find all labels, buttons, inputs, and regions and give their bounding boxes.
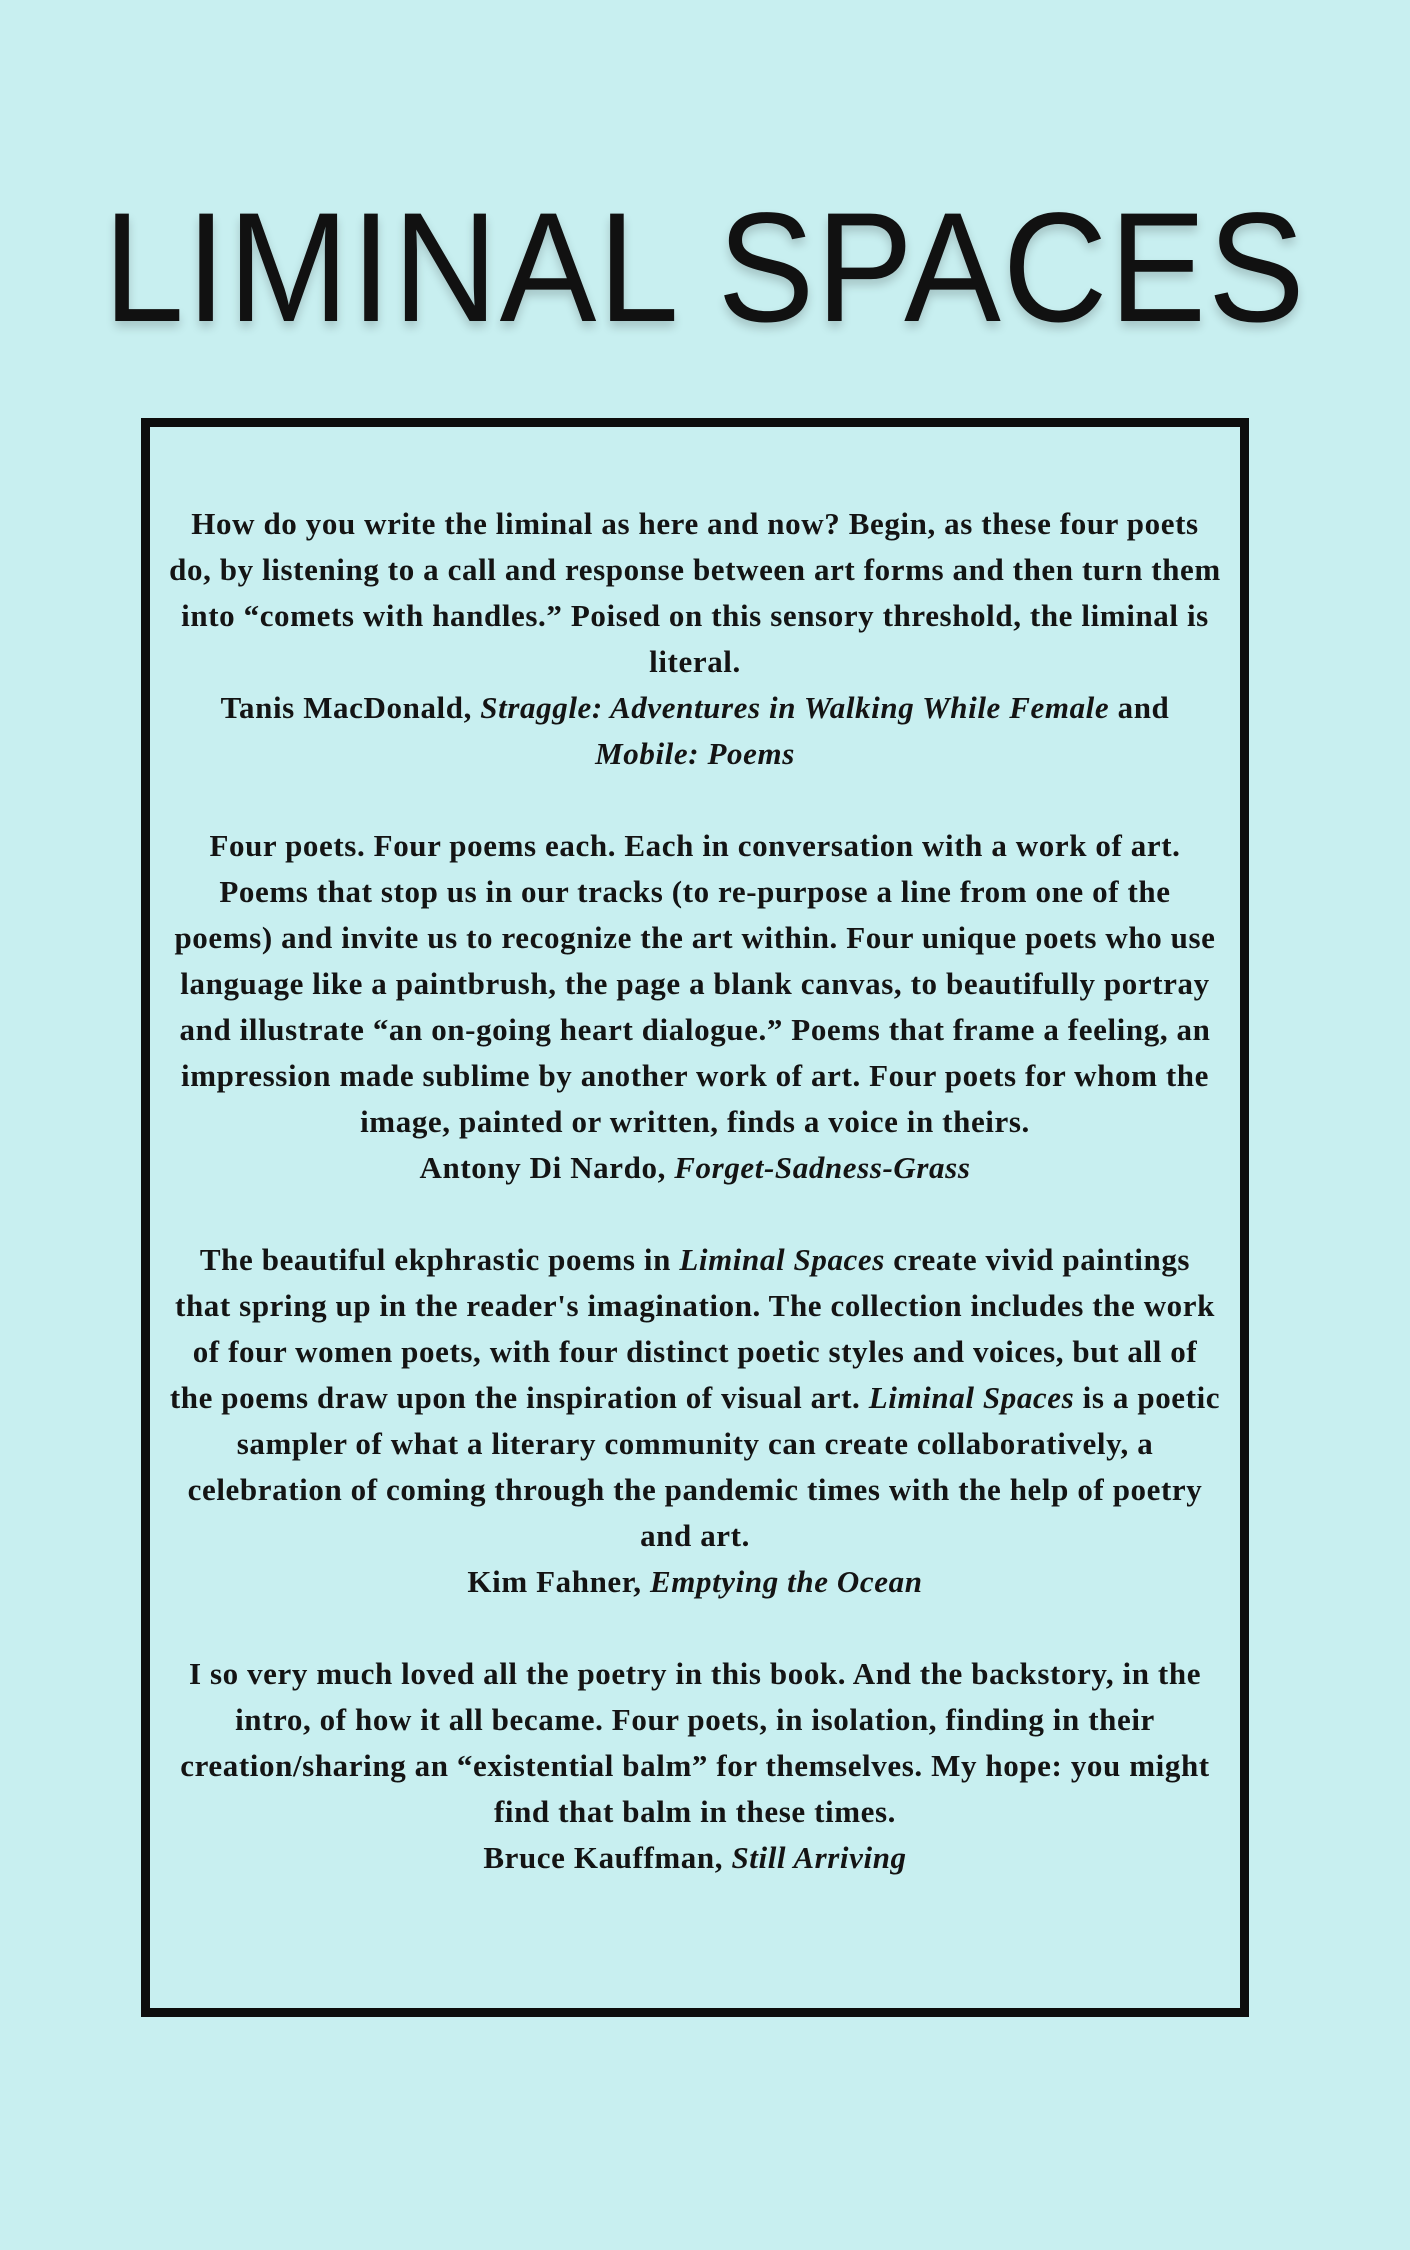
attribution-book-title: Straggle: Adventures in Walking While Female bbox=[480, 690, 1110, 725]
book-title: LIMINAL SPACES bbox=[103, 181, 1307, 355]
attribution-author: Tanis MacDonald, bbox=[220, 690, 481, 725]
blurb-text bbox=[168, 1237, 1222, 1559]
blurb-attribution bbox=[168, 1835, 1222, 1881]
book-title-reference: Liminal Spaces bbox=[868, 1380, 1075, 1415]
blurb-text bbox=[168, 823, 1222, 1145]
blurb-text-segment: The beautiful ekphrastic poems in bbox=[199, 1242, 680, 1277]
blurb-text-segment: is a poetic sampler of what a literary community can create collaboratively, a celebration of coming through the pandemic times with the help of poetry and art. bbox=[187, 1380, 1221, 1553]
blurb-text bbox=[168, 1651, 1222, 1835]
attribution-author: and bbox=[1109, 690, 1170, 725]
attribution-book-title: Emptying the Ocean bbox=[650, 1564, 923, 1599]
blurb-text-segment: I so very much loved all the poetry in this book. And the backstory, in the intro, of how it all became. Four poets, in isolation, finding in their creation/sharing an “existential balm” for themselves. My hope: you might find that balm in these times. bbox=[180, 1656, 1210, 1829]
blurb-text-segment: Four poets. Four poems each. Each in conversation with a work of art. Poems that stop us in our tracks (to re-purpose a line from one of the poems) and invite us to recognize the art within. Four unique poets who use language like a paintbrush, the page a blank canvas, to beautifully portray and illustrate “an on-going heart dialogue.” Poems that frame a feeling, an impression made sublime by another work of art. Four poets for whom the image, painted or written, finds a voice in theirs. bbox=[174, 828, 1216, 1139]
attribution-author: Bruce Kauffman, bbox=[483, 1840, 732, 1875]
blurb bbox=[168, 823, 1222, 1191]
blurb-text bbox=[168, 501, 1222, 685]
blurb-text-segment: How do you write the liminal as here and now? Begin, as these four poets do, by listening to a call and response between art forms and then turn them into “comets with handles.” Poised on this sensory threshold, the liminal is literal. bbox=[169, 506, 1221, 679]
attribution-book-title: Forget-Sadness-Grass bbox=[674, 1150, 971, 1185]
blurb-attribution bbox=[168, 685, 1222, 777]
blurb bbox=[168, 1651, 1222, 1881]
blurb-attribution bbox=[168, 1145, 1222, 1191]
attribution-book-title: Mobile: Poems bbox=[595, 736, 795, 771]
attribution-author: Antony Di Nardo, bbox=[419, 1150, 675, 1185]
attribution-book-title: Still Arriving bbox=[731, 1840, 907, 1875]
blurb-list bbox=[168, 501, 1222, 1927]
blurb bbox=[168, 501, 1222, 777]
attribution-author: Kim Fahner, bbox=[467, 1564, 650, 1599]
book-title-reference: Liminal Spaces bbox=[679, 1242, 885, 1277]
blurb-text-segment: create vivid paintings that spring up in the reader's imagination. The collection includes the work of four women poets, with four distinct poetic styles and voices, but all of the poems draw upon the inspiration of visual art. bbox=[169, 1242, 1215, 1415]
blurb bbox=[168, 1237, 1222, 1605]
blurb-attribution bbox=[168, 1559, 1222, 1605]
